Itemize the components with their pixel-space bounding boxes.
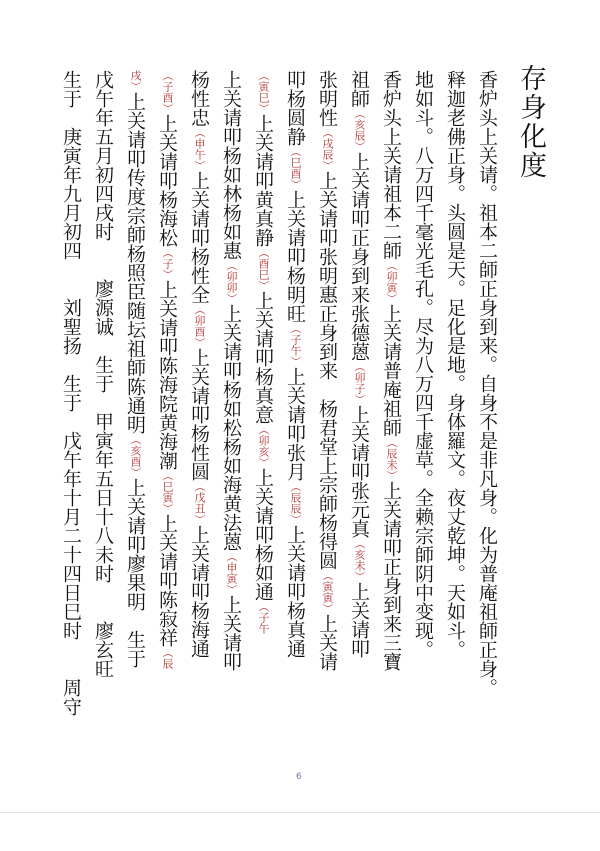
branch-annotation: （卯卯） — [225, 260, 238, 304]
text-column-2: 释迦老佛正身。头圆是天。足化是地。身体羅文。夜丈乾坤。天如斗。 — [444, 70, 466, 659]
text-column-3: 地如斗。八万四千毫光毛孔。尽为八万四千虚草。全赖宗師阴中变现。 — [412, 70, 434, 659]
text-column-8: （寅巳）上关请叩黄真静（酉巳）上关请叩杨真意（卯亥）上关请叩杨如通（子午 — [252, 70, 274, 634]
branch-annotation: （卯子） — [353, 361, 366, 405]
branch-annotation: （寅巳） — [257, 70, 270, 114]
branch-annotation: （戊丑） — [193, 481, 206, 525]
branch-annotation: （卯寅） — [385, 260, 398, 304]
branch-annotation: （戌辰） — [321, 127, 334, 171]
page-bottom-rule — [0, 812, 600, 813]
page-title: 存身化度 — [515, 64, 546, 180]
text-column-1: 香炉头上关请。祖本二師正身到来。自身不是非凡身。化为普庵祖師正身。 — [476, 70, 498, 697]
branch-annotation: （子午） — [289, 323, 302, 367]
branch-annotation: （申寅） — [225, 551, 238, 595]
text-column-4: 香炉头上关请祖本二師（卯寅）上关请普庵祖師（辰未）上关请叩正身到来三寶 — [380, 70, 402, 671]
branch-annotation: 戌） — [129, 70, 142, 92]
text-column-9: 上关请叩杨如林杨如惠（卯卯）上关请叩杨如松杨如海黄法蒽（申寅）上关请叩 — [220, 70, 242, 671]
text-column-14: 生于 庚寅年九月初四 刘聖扬 生于 戊午年十月二十四日巳时 周守 — [60, 70, 82, 716]
branch-annotation: （辰辰） — [289, 481, 302, 525]
branch-annotation: （亥未） — [353, 538, 366, 582]
text-column-6: 张明性（戌辰）上关请叩张明惠正身到来 杨君堂上宗師杨得圆（寅寅）上关请 — [316, 70, 338, 671]
branch-annotation: （酉巳） — [257, 247, 270, 291]
text-column-12: 戌）上关请叩传度宗師杨照臣随坛祖師陈通明（亥酉）上关请叩廖果明 生于 — [124, 70, 146, 668]
branch-annotation: （子午 — [257, 601, 270, 634]
text-column-11: （子酉）上关请叩杨海松（子）上关请叩陈海院黄海潮（巳寅）上关请叩陈寂祥（辰 — [156, 70, 178, 669]
branch-annotation: （寅寅） — [321, 570, 334, 614]
branch-annotation: （子酉） — [161, 70, 174, 114]
branch-annotation: （辰未） — [385, 437, 398, 481]
branch-annotation: （巳寅） — [161, 470, 174, 514]
page-number: 6 — [296, 772, 302, 782]
text-column-13: 戊午年五月初四戌时 廖源诚 生于 甲寅年五日十八未时 廖玄旺 — [92, 70, 114, 678]
branch-annotation: （亥酉） — [129, 434, 142, 478]
branch-annotation: （亥辰） — [353, 108, 366, 152]
branch-annotation: （巳酉） — [289, 146, 302, 190]
text-column-10: 杨性忠（申午）上关请叩杨性全（卯酉）上关请叩杨性圆（戊丑）上关请叩杨海通 — [188, 70, 210, 658]
text-column-5: 祖師（亥辰）上关请叩正身到来张德蒽（卯子）上关请叩张元真（亥未）上关请叩 — [348, 70, 370, 658]
branch-annotation: （子） — [161, 247, 174, 280]
branch-annotation: （申午） — [193, 127, 206, 171]
branch-annotation: （卯亥） — [257, 424, 270, 468]
text-column-7: 叩杨圆静（巳酉）上关请叩杨明旺（子午）上关请叩张月（辰辰）上关请叩杨真通 — [284, 70, 306, 658]
branch-annotation: （卯酉） — [193, 304, 206, 348]
branch-annotation: （辰 — [161, 647, 174, 669]
